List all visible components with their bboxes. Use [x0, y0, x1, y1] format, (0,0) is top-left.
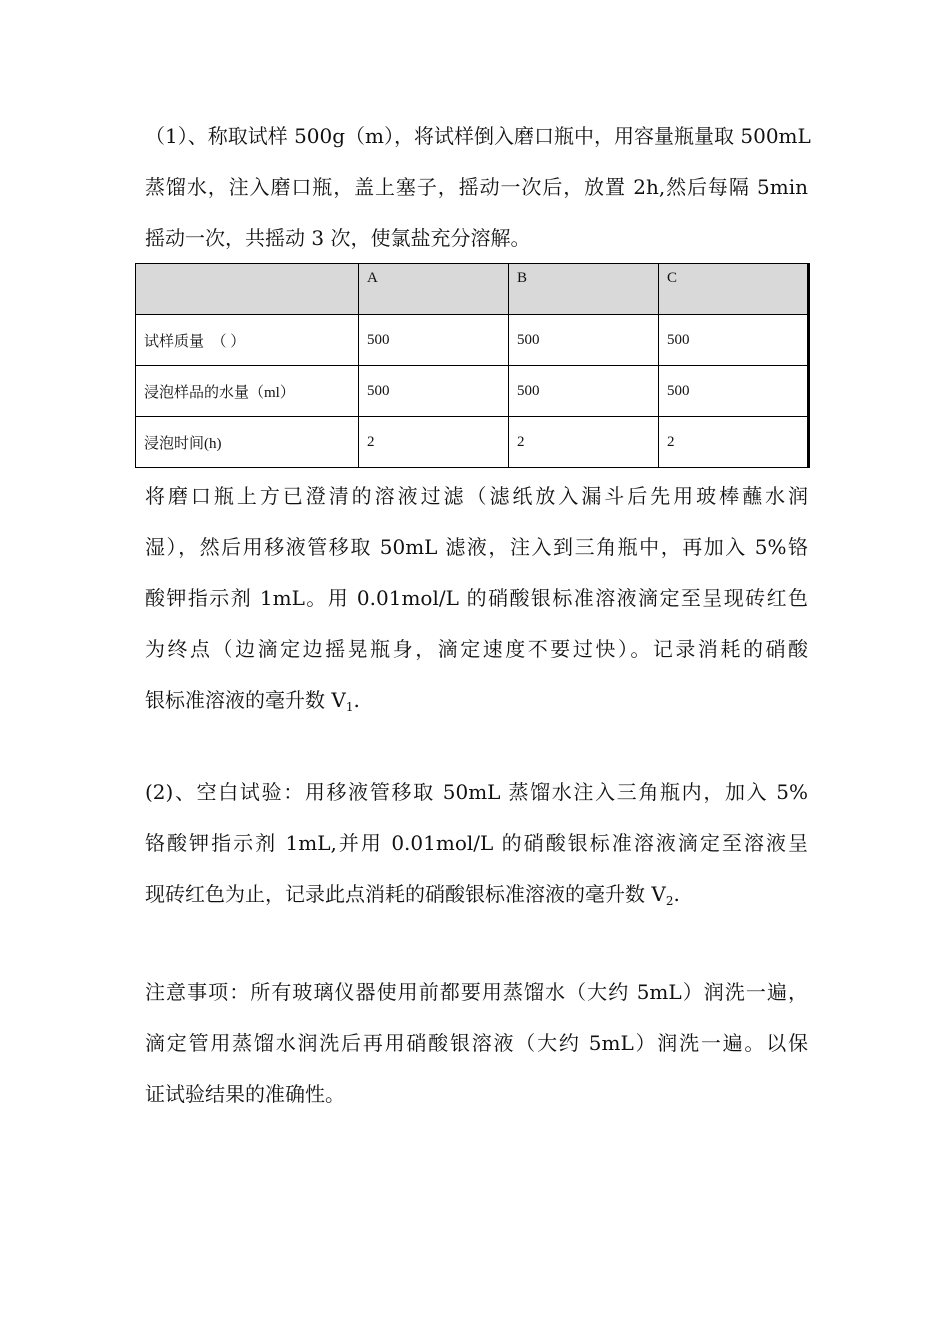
- text-fragment: 现砖红色为止，记录此点消耗的硝酸银标准溶液的毫升数 V: [145, 882, 666, 906]
- table-cell: 500: [359, 366, 509, 417]
- table-row: [136, 366, 809, 417]
- table-cell: 500: [359, 315, 509, 366]
- table-row: [136, 417, 809, 468]
- table-cell: 2: [509, 417, 659, 468]
- text-line: 湿），然后用移液管移取 50mL 滤液，注入到三角瓶中，再加入 5%铬: [145, 535, 808, 559]
- row-label: 浸泡时间(h): [136, 417, 359, 468]
- text-fragment: .: [353, 688, 360, 712]
- table-row: [136, 315, 809, 366]
- table-cell: 500: [509, 366, 659, 417]
- text-line: 酸钾指示剂 1mL。用 0.01mol/L 的硝酸银标准溶液滴定至呈现砖红色: [145, 586, 808, 610]
- text-fragment: .: [673, 882, 680, 906]
- text-line: 蒸馏水，注入磨口瓶，盖上塞子，摇动一次后，放置 2h,然后每隔 5min: [145, 175, 808, 199]
- text-line: 注意事项：所有玻璃仪器使用前都要用蒸馏水（大约 5mL）润洗一遍，: [145, 980, 808, 1004]
- text-line: 铬酸钾指示剂 1mL,并用 0.01mol/L 的硝酸银标准溶液滴定至溶液呈: [145, 831, 808, 855]
- text-line: [145, 685, 360, 715]
- table-cell: 500: [509, 315, 659, 366]
- table-cell: 2: [359, 417, 509, 468]
- table-header-row: [136, 264, 809, 315]
- table-header-cell: A: [359, 264, 509, 315]
- text-line: （1）、称取试样 500g（m），将试样倒入磨口瓶中，用容量瓶量取 500mL: [145, 124, 811, 148]
- subscript: 2: [665, 894, 674, 908]
- table-cell: 500: [659, 366, 809, 417]
- subscript: 1: [345, 700, 354, 714]
- row-label: 试样质量 （ ）: [136, 315, 359, 366]
- table-header-cell: B: [509, 264, 659, 315]
- table-header-cell: C: [659, 264, 809, 315]
- row-label: 浸泡样品的水量（ml）: [136, 366, 359, 417]
- text-line: (2)、空白试验：用移液管移取 50mL 蒸馏水注入三角瓶内，加入 5%: [145, 780, 808, 804]
- table-cell: 2: [659, 417, 809, 468]
- text-fragment: 银标准溶液的毫升数 V: [145, 688, 346, 712]
- text-line: 将磨口瓶上方已澄清的溶液过滤（滤纸放入漏斗后先用玻棒蘸水润: [145, 484, 808, 508]
- text-line: [145, 879, 680, 909]
- text-line: 证试验结果的准确性。: [145, 1082, 345, 1106]
- text-line: 滴定管用蒸馏水润洗后再用硝酸银溶液（大约 5mL）润洗一遍。以保: [145, 1031, 808, 1055]
- text-line: 摇动一次，共摇动 3 次，使氯盐充分溶解。: [145, 226, 531, 250]
- sample-table: [135, 263, 810, 468]
- table-cell: 500: [659, 315, 809, 366]
- table-header-cell: [136, 264, 359, 315]
- text-line: 为终点（边滴定边摇晃瓶身，滴定速度不要过快）。记录消耗的硝酸: [145, 637, 808, 661]
